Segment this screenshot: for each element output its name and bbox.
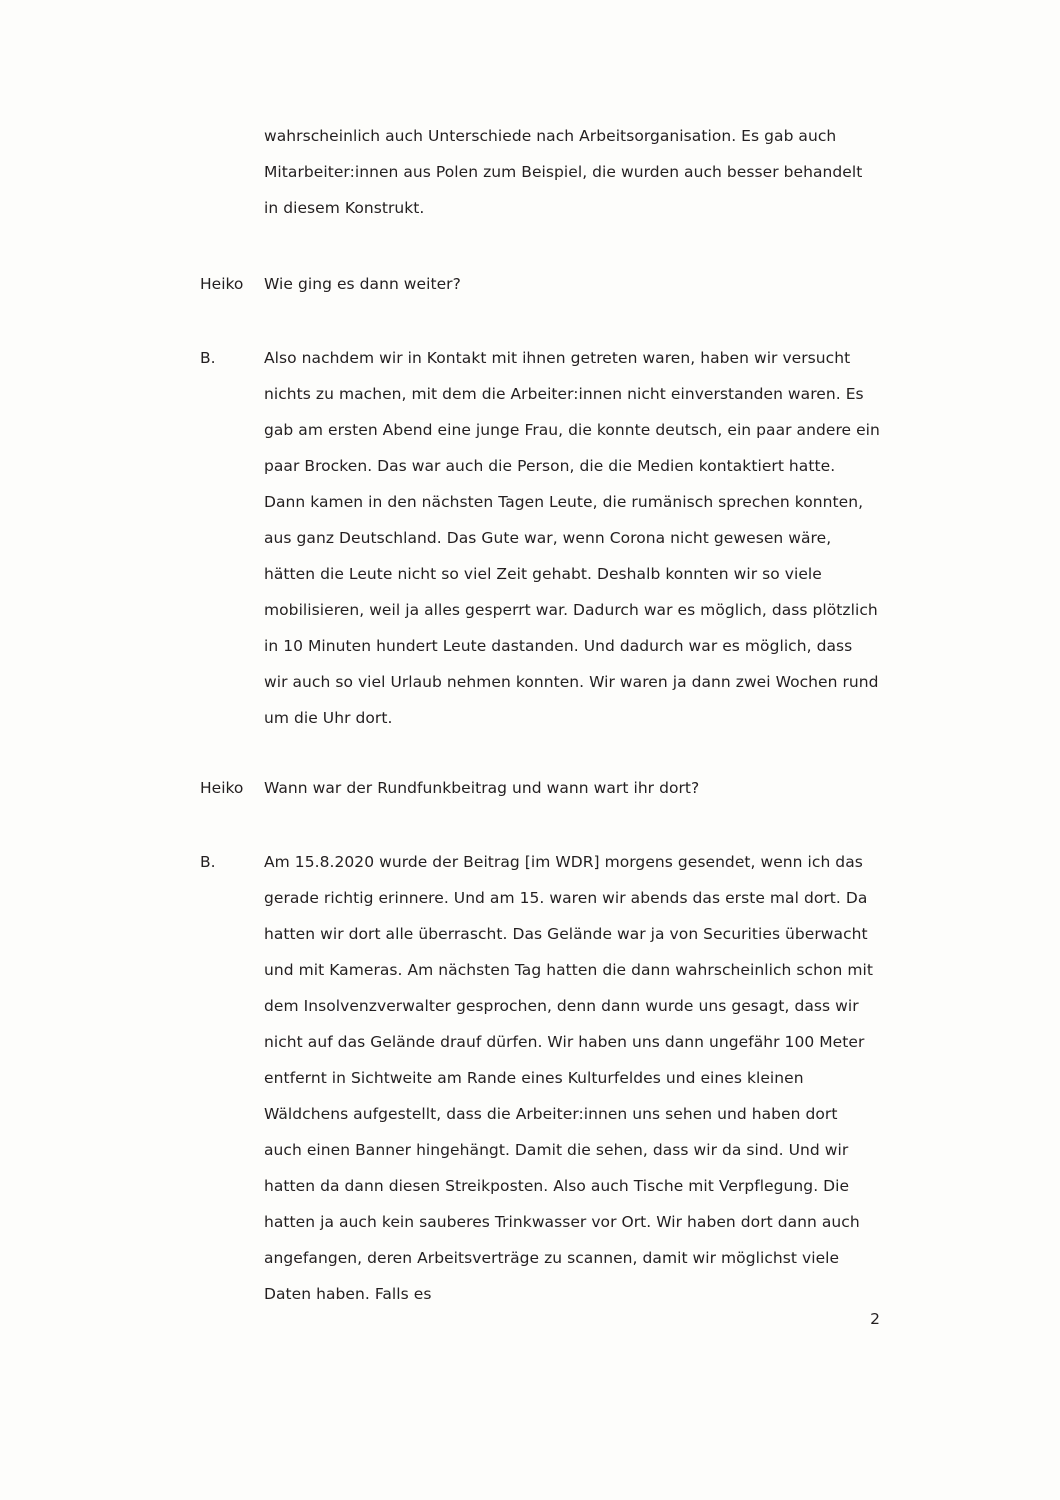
- speaker-label: Heiko: [200, 779, 244, 797]
- transcript-block: [200, 118, 880, 226]
- transcript-block: [200, 266, 880, 302]
- transcript-block: [200, 340, 880, 736]
- transcript-block: [200, 844, 880, 1312]
- transcript-block: [200, 770, 880, 806]
- page-number: 2: [870, 1310, 880, 1328]
- speaker-label: B.: [200, 853, 216, 871]
- paragraph-text: wahrscheinlich auch Unterschiede nach Arbeitsorganisation. Es gab auch Mitarbeiter:innen aus Polen zum Beispiel, die wurden auch besser behandelt in diesem Konstrukt.: [264, 127, 863, 217]
- paragraph-text: Am 15.8.2020 wurde der Beitrag [im WDR] morgens gesendet, wenn ich das gerade richtig erinnere. Und am 15. waren wir abends das erste mal dort. Da hatten wir dort alle überrascht. Das Gelände war ja von Securities überwacht und mit Kameras. Am nächsten Tag hatten die dann wahrscheinlich schon mit dem Insolvenzverwalter gesprochen, denn dann wurde uns gesagt, dass wir nicht auf das Gelände drauf dürfen. Wir haben uns dann ungefähr 100 Meter entfernt in Sichtweite am Rande eines Kulturfeldes und eines kleinen Wäldchens aufgestellt, dass die Arbeiter:innen uns sehen und haben dort auch einen Banner hingehängt. Damit die sehen, dass wir da sind. Und wir hatten da dann diesen Streikposten. Also auch Tische mit Verpflegung. Die hatten ja auch kein sauberes Trinkwasser vor Ort. Wir haben dort dann auch angefangen, deren Arbeitsverträge zu scannen, damit wir möglichst viele Daten haben. Falls es: [264, 853, 873, 1303]
- paragraph-text: Also nachdem wir in Kontakt mit ihnen getreten waren, haben wir versucht nichts zu machen, mit dem die Arbeiter:innen nicht einverstanden waren. Es gab am ersten Abend eine junge Frau, die konnte deutsch, ein paar andere ein paar Brocken. Das war auch die Person, die die Medien kontaktiert hatte. Dann kamen in den nächsten Tagen Leute, die rumänisch sprechen konnten, aus ganz Deutschland. Das Gute war, wenn Corona nicht gewesen wäre, hätten die Leute nicht so viel Zeit gehabt. Deshalb konnten wir so viele mobilisieren, weil ja alles gesperrt war. Dadurch war es möglich, dass plötzlich in 10 Minuten hundert Leute dastanden. Und dadurch war es möglich, dass wir auch so viel Urlaub nehmen konnten. Wir waren ja dann zwei Wochen rund um die Uhr dort.: [264, 349, 880, 727]
- speaker-label: Heiko: [200, 275, 244, 293]
- paragraph-text: Wie ging es dann weiter?: [264, 275, 461, 293]
- paragraph-text: Wann war der Rundfunkbeitrag und wann wart ihr dort?: [264, 779, 700, 797]
- transcript-body: [200, 118, 880, 1346]
- speaker-label: B.: [200, 349, 216, 367]
